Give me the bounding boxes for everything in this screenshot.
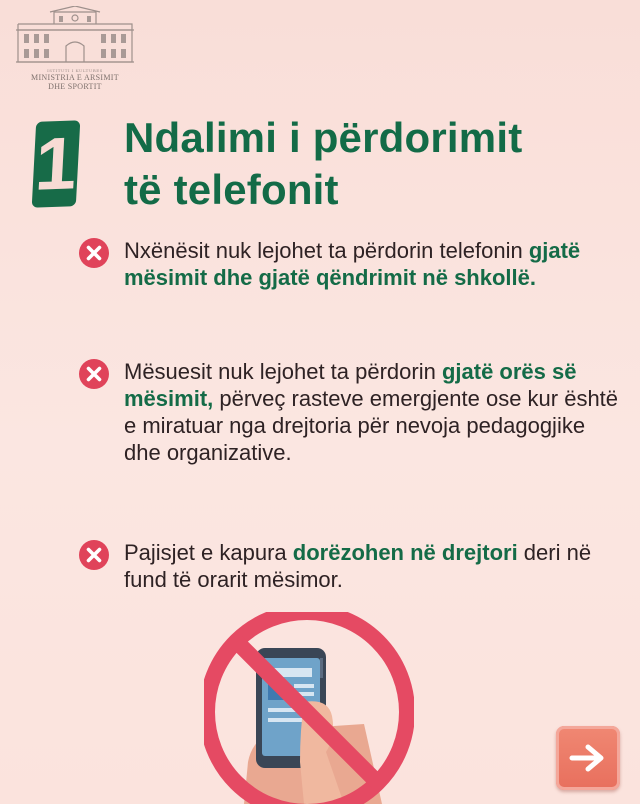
x-circle-icon: [78, 237, 110, 269]
title-line-2: të telefonit: [124, 166, 339, 213]
rule-text: Nxënësit nuk lejohet ta përdorin telefonin gjatë mësimit dhe gjatë qëndrimit në shkollë.: [124, 238, 581, 290]
arrow-right-icon: [568, 742, 608, 774]
slide-number-badge: [32, 120, 81, 207]
x-circle-icon: [78, 539, 110, 571]
rule-text: Mësuesit nuk lejohet ta përdorin gjatë orës së mësimit, përveç rasteve emergjente ose kur është e miratuar nga drejtoria për nevoja pedagogjike dhe organizative.: [124, 359, 619, 465]
slide-number: 1: [33, 121, 79, 206]
ministry-name-line1: MINISTRIA E ARSIMIT: [31, 73, 119, 82]
ministry-caption-top: ISTITUTI I KULTURES: [47, 68, 103, 73]
next-slide-button[interactable]: [556, 726, 620, 790]
ministry-building-icon: [14, 6, 136, 66]
title-line-1: Ndalimi i përdorimit: [124, 114, 523, 161]
no-phone-icon: [204, 612, 414, 804]
rule-text: Pajisjet e kapura dorëzohen në drejtori deri në fund të orarit mësimor.: [124, 540, 592, 592]
x-circle-icon: [78, 358, 110, 390]
ministry-logo: [12, 6, 138, 91]
page-title: [124, 112, 522, 216]
ministry-name-line2: DHE SPORTIT: [48, 82, 102, 91]
